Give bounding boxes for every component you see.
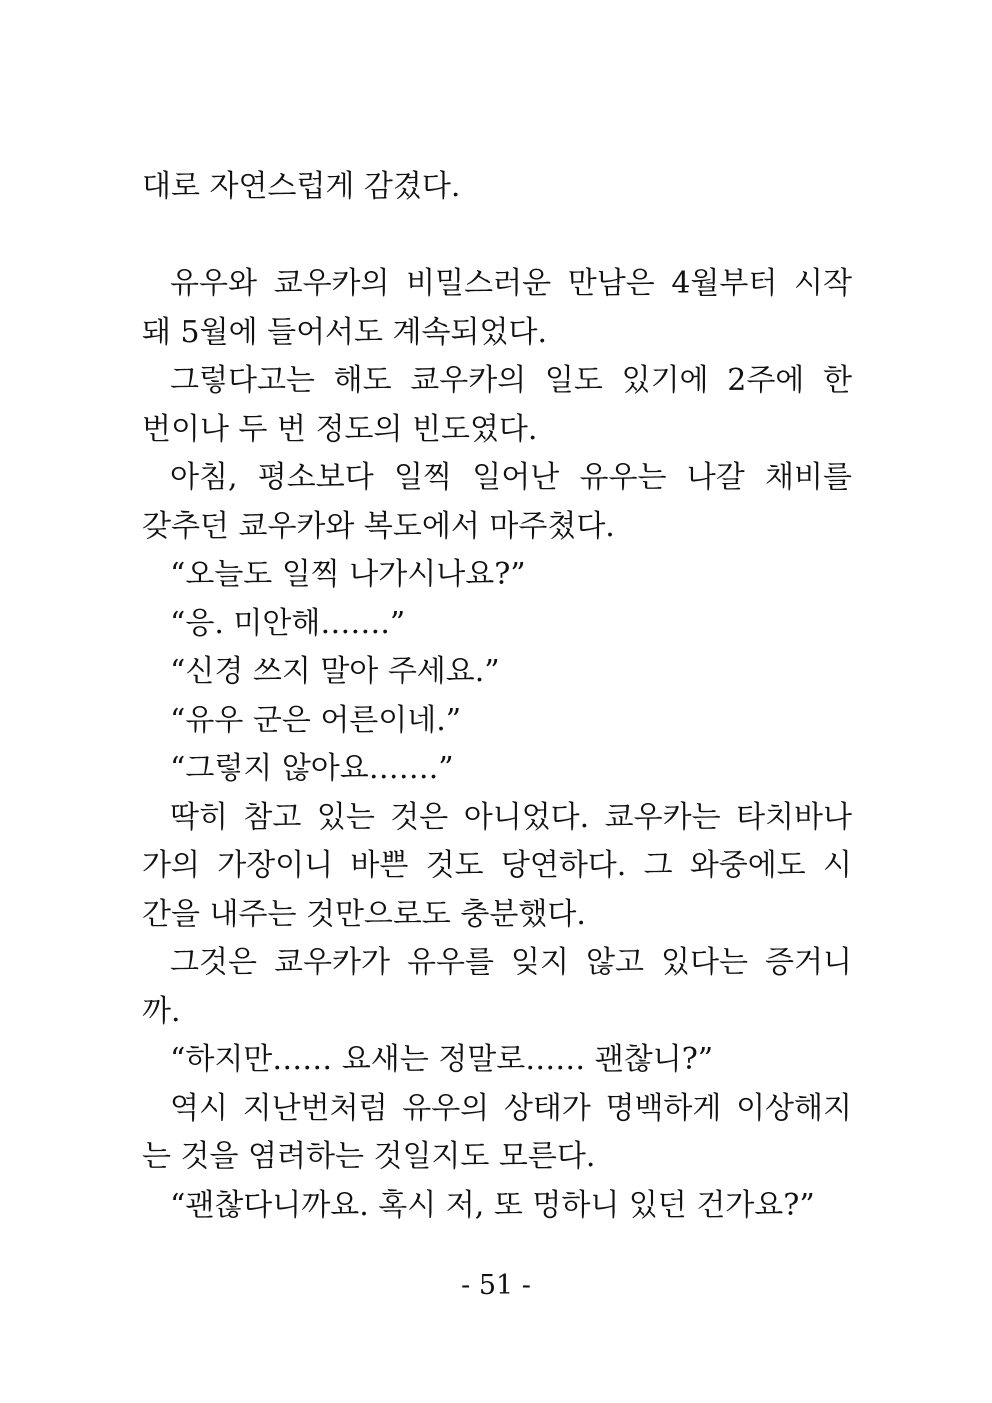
text-line: 그렇다고는 해도 쿄우카의 일도 있기에 2주에 한 [170, 363, 852, 398]
text-line: “괜찮다니까요. 혹시 저, 또 멍하니 있던 건가요?” [170, 1187, 815, 1223]
text-line: 딱히 참고 있는 것은 아니었다. 쿄우카는 타치바나 [170, 799, 852, 835]
text-line: “응. 미안해…….” [170, 605, 406, 641]
text-line: 까. [142, 993, 181, 1029]
text-line: 갖추던 쿄우카와 복도에서 마주쳤다. [142, 508, 615, 544]
text-line: “그렇지 않아요…….” [170, 751, 454, 786]
text-line: 돼 5월에 들어서도 계속되었다. [142, 314, 547, 350]
text-line: 아침, 평소보다 일찍 일어난 유우는 나갈 채비를 [170, 460, 852, 495]
text-line: 유우와 쿄우카의 비밀스러운 만남은 4월부터 시작 [170, 266, 852, 301]
page-number: - 51 - [461, 1270, 531, 1301]
text-line: 대로 자연스럽게 감겼다. [142, 169, 461, 204]
text-line: “유우 군은 어른이네.” [170, 702, 462, 738]
text-line: 간을 내주는 것만으로도 충분했다. [142, 896, 586, 932]
text-line: 역시 지난번처럼 유우의 상태가 명백하게 이상해지 [170, 1090, 852, 1126]
text-line: 번이나 두 번 정도의 빈도였다. [142, 411, 538, 447]
text-line: “오늘도 일찍 나가시나요?” [170, 557, 526, 592]
blank-line [142, 212, 852, 261]
text-line: 그것은 쿄우카가 유우를 잊지 않고 있다는 증거니 [170, 945, 852, 980]
text-line: “하지만…… 요새는 정말로…… 괜찮니?” [170, 1042, 714, 1077]
text-line: 가의 가장이니 바쁜 것도 당연하다. 그 와중에도 시 [142, 848, 852, 883]
body-text [142, 163, 852, 1230]
text-line: 는 것을 염려하는 것일지도 모른다. [142, 1139, 596, 1174]
text-line: “신경 쓰지 말아 주세요.” [170, 654, 500, 689]
